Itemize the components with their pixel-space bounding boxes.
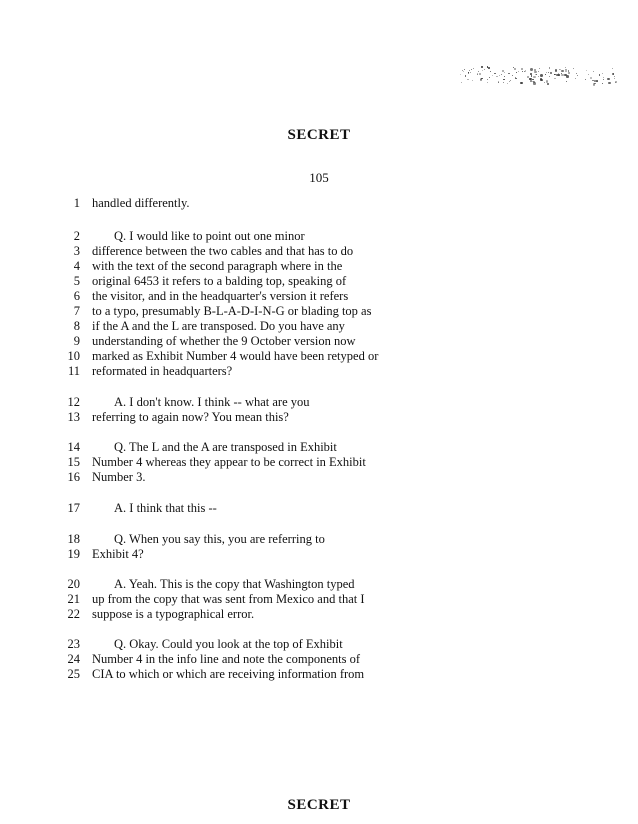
scan-speck xyxy=(494,73,495,74)
scan-speck xyxy=(463,71,464,72)
line-number: 17 xyxy=(67,501,80,515)
line-number: 10 xyxy=(67,349,80,363)
classification-footer: SECRET xyxy=(287,797,351,813)
scan-speck xyxy=(538,76,539,77)
scan-speck xyxy=(509,81,510,82)
line-text: with the text of the second paragraph where in the xyxy=(92,259,343,273)
line-number: 2 xyxy=(73,229,80,243)
scan-speck xyxy=(487,79,488,80)
scan-speck xyxy=(479,73,481,75)
line-text: Q. I would like to point out one minor xyxy=(114,229,305,243)
scan-speck xyxy=(540,74,543,77)
page-number: 105 xyxy=(309,170,329,185)
transcript-line xyxy=(0,244,638,259)
transcript-line xyxy=(0,470,638,485)
scan-speck xyxy=(504,76,505,77)
line-number: 24 xyxy=(67,652,80,666)
scan-speck xyxy=(510,80,511,81)
scan-speck xyxy=(536,74,537,75)
scan-speck xyxy=(593,71,594,72)
scan-speck xyxy=(507,83,508,84)
scan-speck xyxy=(559,69,560,70)
scan-speck xyxy=(603,77,604,78)
line-text: difference between the two cables and that has to do xyxy=(92,244,354,258)
scan-speck xyxy=(586,70,587,71)
scan-speck xyxy=(541,79,543,81)
line-text: CIA to which or which are receiving information from xyxy=(92,667,365,681)
scan-speck xyxy=(554,78,556,80)
scan-speck xyxy=(548,72,549,73)
line-number: 15 xyxy=(67,455,80,469)
transcript-line xyxy=(0,289,638,304)
transcript-line xyxy=(0,577,638,592)
scan-speck xyxy=(554,74,555,75)
scan-speck xyxy=(608,82,610,84)
scan-speck xyxy=(499,75,500,76)
line-number: 9 xyxy=(73,334,80,348)
line-number: 20 xyxy=(67,577,80,591)
line-number: 3 xyxy=(73,244,80,258)
scan-speck xyxy=(473,68,474,69)
scan-speck xyxy=(599,74,600,75)
transcript-line xyxy=(0,259,638,274)
scan-speck xyxy=(484,69,485,70)
transcript-line xyxy=(0,274,638,289)
scan-speck xyxy=(524,71,525,72)
line-text: to a typo, presumably B-L-A-D-I-N-G or blading top as xyxy=(92,304,372,318)
scan-speck xyxy=(467,79,469,81)
line-number: 1 xyxy=(73,196,80,210)
scan-speck xyxy=(531,76,532,77)
line-number: 13 xyxy=(67,410,80,424)
scan-speck xyxy=(614,76,615,77)
scan-speck xyxy=(489,77,490,78)
line-number: 25 xyxy=(67,667,80,681)
scan-speck xyxy=(516,72,517,73)
scan-speck xyxy=(518,71,519,72)
scan-speck xyxy=(555,69,557,71)
line-number: 8 xyxy=(73,319,80,333)
scan-speck xyxy=(549,76,550,77)
line-text: if the A and the L are transposed. Do you have any xyxy=(92,319,345,333)
transcript-line xyxy=(0,334,638,349)
scan-speck xyxy=(488,67,490,69)
line-text: up from the copy that was sent from Mexico and that I xyxy=(92,592,365,606)
line-text: Q. Okay. Could you look at the top of Exhibit xyxy=(114,637,343,651)
transcript-line xyxy=(0,364,638,379)
scan-speck xyxy=(501,74,502,75)
scan-speck xyxy=(504,72,505,73)
transcript-line xyxy=(0,532,638,547)
scan-speck xyxy=(590,77,592,79)
transcript-line xyxy=(0,501,638,516)
transcript-line xyxy=(0,304,638,319)
scan-speck xyxy=(539,68,540,69)
scan-speck xyxy=(471,69,472,70)
scan-speck xyxy=(481,78,482,79)
scan-speck xyxy=(534,71,536,73)
transcript-line xyxy=(0,652,638,667)
transcript-line xyxy=(0,607,638,622)
scan-speck xyxy=(565,67,566,68)
scan-speck xyxy=(530,73,532,75)
scan-speck xyxy=(615,82,616,83)
line-text: A. I don't know. I think -- what are you xyxy=(114,395,310,409)
scan-speck xyxy=(490,71,491,72)
scan-speck xyxy=(487,82,488,83)
transcript-line xyxy=(0,455,638,470)
scan-speck xyxy=(520,82,522,84)
scan-speck xyxy=(588,74,589,75)
scan-speck xyxy=(492,75,493,76)
line-text: Exhibit 4? xyxy=(92,547,144,561)
line-text: original 6453 it refers to a balding top, speaking of xyxy=(92,274,347,288)
line-text: Q. When you say this, you are referring to xyxy=(114,532,325,546)
line-number: 5 xyxy=(73,274,80,288)
scan-speck xyxy=(465,75,466,76)
scan-speck xyxy=(603,79,604,80)
scan-speck xyxy=(515,78,516,79)
scan-speck xyxy=(481,66,482,67)
scan-speck xyxy=(462,70,463,71)
line-text: suppose is a typographical error. xyxy=(92,607,255,621)
scan-speck xyxy=(561,70,564,73)
scan-speck xyxy=(468,72,469,73)
transcript-line xyxy=(0,395,638,410)
scan-speck xyxy=(573,68,574,69)
transcript-line xyxy=(0,547,638,562)
scan-speck xyxy=(576,73,577,74)
scan-speck xyxy=(461,82,462,83)
line-text: Number 4 whereas they appear to be correct in Exhibit xyxy=(92,455,366,469)
scan-speck xyxy=(498,82,499,83)
scan-speck xyxy=(533,76,536,79)
line-text: marked as Exhibit Number 4 would have been retyped or xyxy=(92,349,379,363)
scan-speck xyxy=(533,82,536,85)
scan-speck xyxy=(602,83,603,84)
scan-speck xyxy=(512,75,513,76)
scan-speck xyxy=(472,80,473,81)
scan-speck xyxy=(607,78,609,80)
scan-speck xyxy=(566,81,567,82)
scan-speck xyxy=(558,74,560,76)
transcript-line xyxy=(0,196,638,211)
line-number: 16 xyxy=(67,470,80,484)
line-number: 12 xyxy=(67,395,80,409)
line-number: 21 xyxy=(67,592,80,606)
transcript-line xyxy=(0,637,638,652)
scan-speck xyxy=(470,72,471,73)
line-number: 11 xyxy=(67,364,80,378)
line-text: reformated in headquarters? xyxy=(92,364,233,378)
scan-speck xyxy=(549,67,550,68)
scan-speck xyxy=(568,72,570,74)
transcript-line xyxy=(0,229,638,244)
scan-speck xyxy=(575,78,576,79)
classification-header: SECRET xyxy=(287,127,351,143)
transcript-line xyxy=(0,410,638,425)
transcript-line xyxy=(0,349,638,364)
scan-speck xyxy=(612,73,615,76)
scan-speck xyxy=(496,76,497,77)
line-number: 14 xyxy=(67,440,80,454)
scan-speck xyxy=(585,79,586,80)
transcript-line xyxy=(0,440,638,455)
scan-speck xyxy=(577,75,578,76)
line-text: the visitor, and in the headquarter's version it refers xyxy=(92,289,349,303)
transcript-line xyxy=(0,667,638,682)
scan-speck xyxy=(503,79,505,81)
scan-speck xyxy=(460,74,461,75)
line-text: handled differently. xyxy=(92,196,190,210)
line-text: A. I think that this -- xyxy=(114,501,217,515)
scan-speck xyxy=(614,78,615,79)
transcript-line xyxy=(0,592,638,607)
line-number: 23 xyxy=(67,637,80,651)
line-text: referring to again now? You mean this? xyxy=(92,410,289,424)
scan-speck xyxy=(538,71,539,72)
scan-speck xyxy=(478,71,479,72)
line-number: 4 xyxy=(73,259,80,273)
scan-speck xyxy=(547,83,549,85)
scan-speck xyxy=(521,68,523,70)
scan-speck xyxy=(532,79,533,80)
scan-speck xyxy=(514,68,515,69)
line-number: 18 xyxy=(67,532,80,546)
scan-speck xyxy=(525,70,526,71)
scan-speck xyxy=(594,80,596,82)
scan-speck xyxy=(561,74,563,76)
scan-speck xyxy=(612,68,613,69)
line-number: 22 xyxy=(67,607,80,621)
line-text: understanding of whether the 9 October version now xyxy=(92,334,356,348)
line-text: A. Yeah. This is the copy that Washington typed xyxy=(114,577,355,591)
scan-speck xyxy=(464,69,465,70)
scan-speck xyxy=(596,80,598,82)
scan-speck xyxy=(508,73,510,75)
scan-speck xyxy=(602,73,603,74)
transcript-line xyxy=(0,319,638,334)
scan-speck xyxy=(564,74,566,76)
scan-smudge xyxy=(460,62,620,86)
scan-speck xyxy=(477,73,479,75)
line-text: Number 4 in the info line and note the components of xyxy=(92,652,360,666)
line-number: 6 xyxy=(73,289,80,303)
scan-speck xyxy=(482,70,483,71)
line-number: 7 xyxy=(73,304,80,318)
scan-speck xyxy=(550,72,552,74)
line-text: Q. The L and the A are transposed in Exhibit xyxy=(114,440,337,454)
scan-speck xyxy=(545,74,546,75)
scan-speck xyxy=(503,82,504,83)
line-number: 19 xyxy=(67,547,80,561)
scan-speck xyxy=(530,68,533,71)
line-text: Number 3. xyxy=(92,470,146,484)
